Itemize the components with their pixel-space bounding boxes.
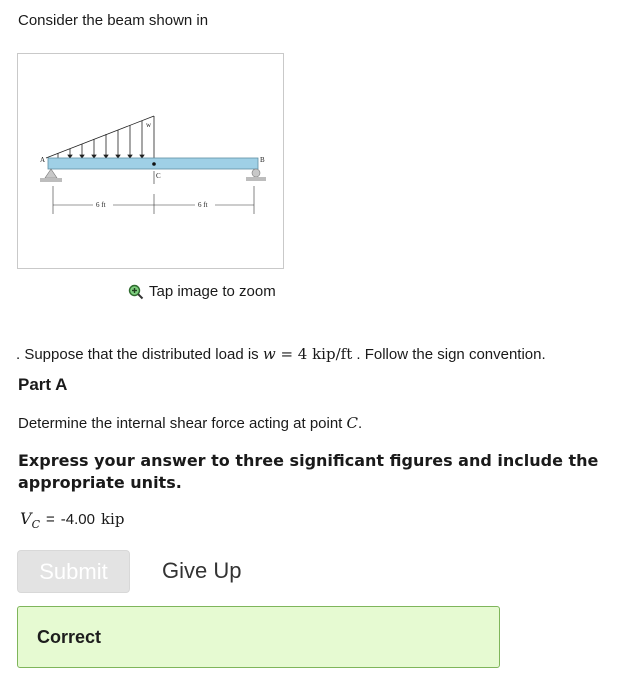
load-unit: kip/ft	[312, 345, 353, 363]
beam-diagram	[18, 54, 285, 270]
zoom-in-icon	[128, 284, 144, 300]
feedback-box	[17, 606, 500, 668]
determine-text	[18, 414, 362, 432]
load-statement-prefix: . Suppose that the distributed load is	[16, 346, 263, 363]
answer-value: -4.00	[60, 511, 95, 528]
dimension-lines	[53, 186, 254, 214]
load-statement	[16, 345, 546, 363]
answer-equals: =	[45, 511, 55, 528]
answer-variable	[20, 509, 40, 531]
load-variable: w	[262, 345, 276, 363]
answer-var: V	[20, 509, 32, 528]
point-c-marker	[152, 162, 156, 166]
support-a	[40, 169, 62, 182]
label-b: B	[260, 156, 265, 164]
answer-display	[20, 509, 124, 531]
zoom-hint[interactable]	[128, 283, 276, 300]
load-equals: = 4	[275, 345, 313, 363]
dim-right: 6 ft	[198, 201, 208, 209]
load-statement-suffix: . Follow the sign convention.	[352, 346, 546, 363]
label-c: C	[156, 172, 161, 180]
load-label-w: w	[146, 121, 152, 129]
determine-suffix: .	[358, 415, 363, 432]
beam-figure[interactable]	[17, 53, 284, 269]
give-up-button[interactable]: Give Up	[162, 558, 242, 583]
intro-text: Consider the beam shown in	[18, 12, 209, 29]
support-b	[246, 169, 266, 181]
answer-unit: kip	[100, 510, 125, 528]
zoom-hint-label: Tap image to zoom	[149, 283, 276, 300]
part-title: Part A	[18, 375, 68, 394]
submit-button[interactable]: Submit	[17, 550, 130, 593]
label-a: A	[40, 156, 46, 164]
feedback-status: Correct	[37, 627, 102, 647]
dim-left: 6 ft	[96, 201, 106, 209]
determine-point: C	[346, 414, 358, 432]
answer-subscript: C	[31, 518, 40, 532]
answer-instructions: Express your answer to three significant figures and include the appropriate units.	[18, 451, 599, 492]
distributed-load	[46, 116, 154, 158]
determine-prefix: Determine the internal shear force acting at point	[18, 415, 347, 432]
